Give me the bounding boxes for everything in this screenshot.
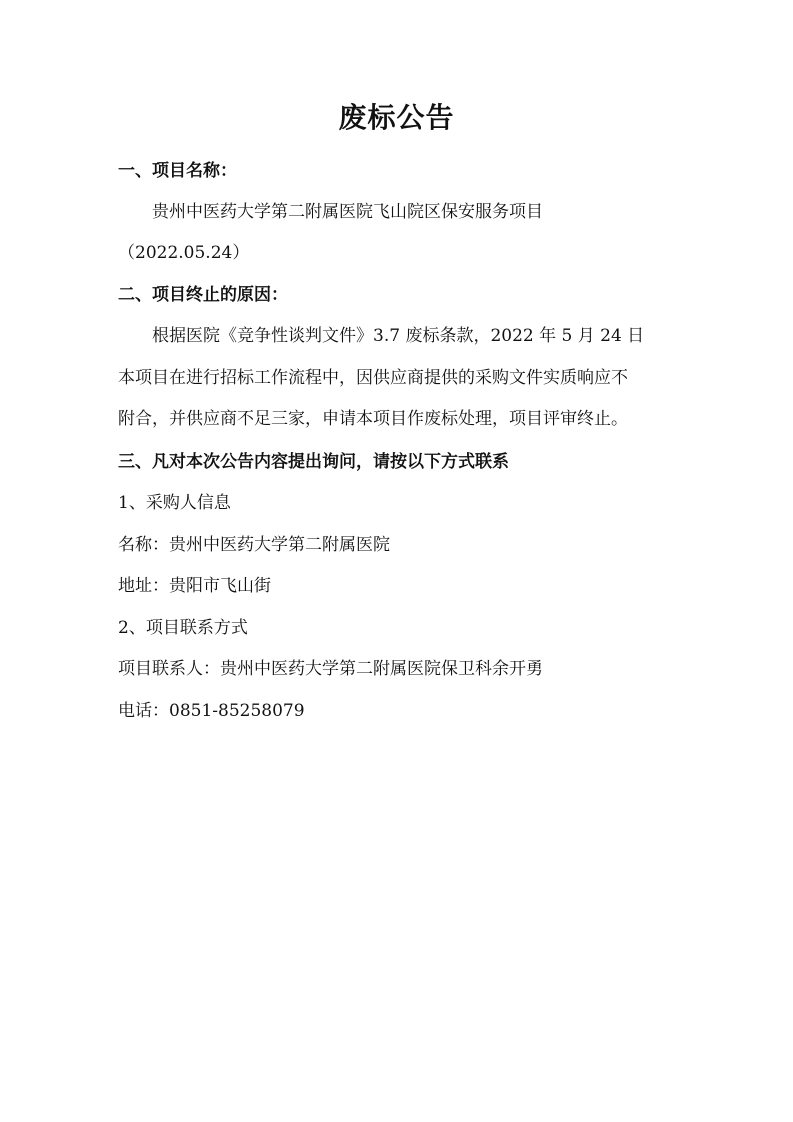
section-heading-contact: 三、凡对本次公告内容提出询问，请按以下方式联系: [118, 452, 509, 472]
purchaser-name: 名称：贵州中医药大学第二附属医院: [118, 535, 390, 555]
page-title: 废标公告: [338, 101, 455, 134]
project-name-text: 贵州中医药大学第二附属医院飞山院区保安服务项目: [152, 202, 543, 222]
contact-person: 项目联系人：贵州中医药大学第二附属医院保卫科余开勇: [118, 659, 543, 679]
section-heading-project-name: 一、项目名称：: [118, 161, 237, 181]
project-date-text: （2022.05.24）: [118, 243, 250, 263]
reason-text-line: 附合，并供应商不足三家，申请本项目作废标处理，项目评审终止。: [118, 409, 628, 429]
section-heading-termination-reason: 二、项目终止的原因：: [118, 285, 288, 305]
purchaser-address: 地址：贵阳市飞山街: [118, 576, 271, 596]
contact-phone: 电话：0851-85258079: [118, 701, 305, 721]
reason-text-line: 本项目在进行招标工作流程中，因供应商提供的采购文件实质响应不: [118, 368, 628, 388]
contact-info-heading: 2、项目联系方式: [118, 618, 248, 638]
purchaser-info-heading: 1、采购人信息: [118, 493, 231, 513]
reason-text-line: 根据医院《竞争性谈判文件》3.7 废标条款，2022 年 5 月 24 日: [152, 326, 645, 346]
